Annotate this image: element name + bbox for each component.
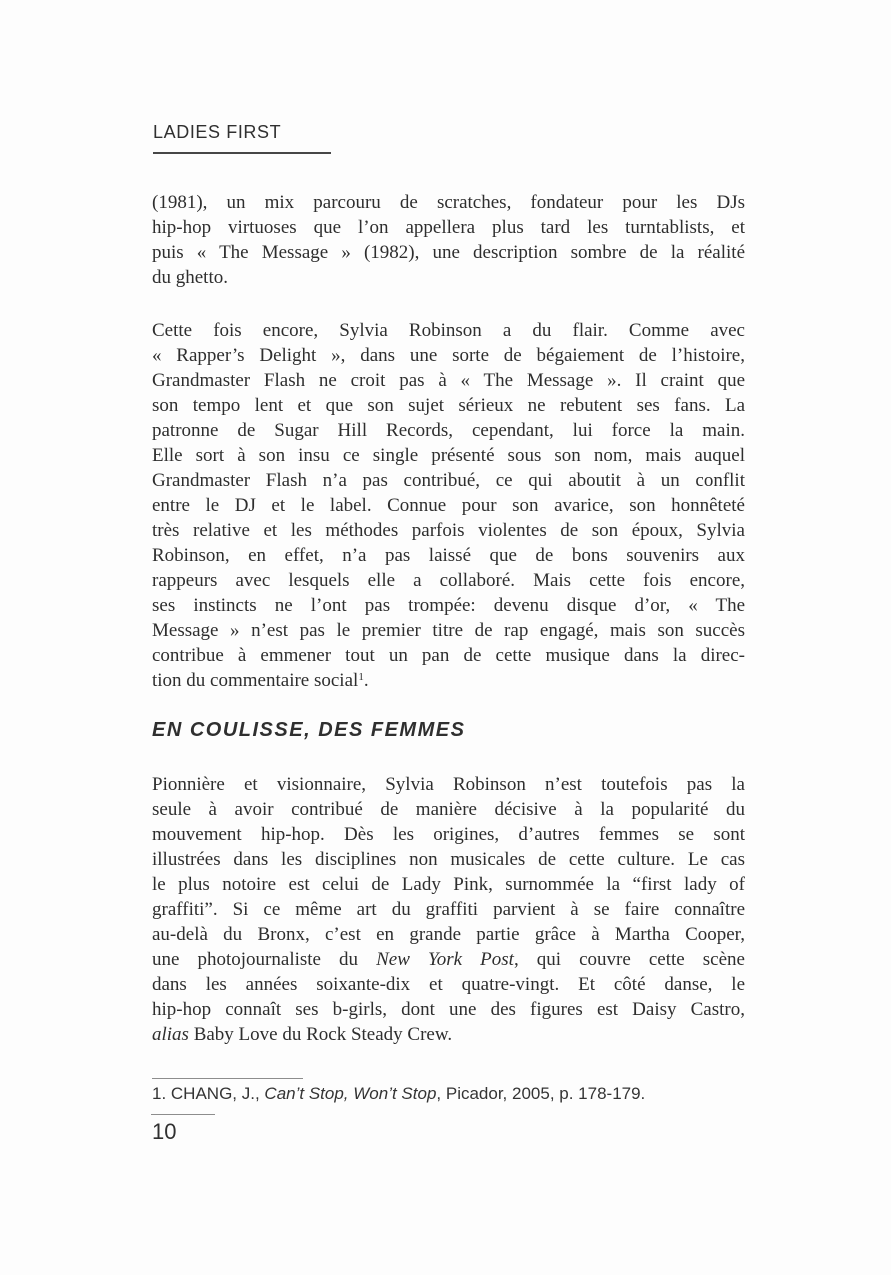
text-line [152, 947, 745, 972]
text-line: Robinson, en effet, n’a pas laissé que de bons souvenirs aux [152, 545, 745, 566]
text-line: Pionnière et visionnaire, Sylvia Robinson n’est toutefois pas la [152, 774, 745, 795]
text-line: Message » n’est pas le premier titre de rap engagé, mais son succès [152, 620, 745, 641]
text-line: Grandmaster Flash ne croit pas à « The Message ». Il craint que [152, 370, 745, 391]
text-line [152, 1022, 745, 1047]
paragraph-sylvia-robinson [152, 318, 745, 693]
header-rule [153, 152, 331, 154]
paragraph-intro [152, 190, 745, 290]
text-line: hip-hop virtuoses que l’on appellera plus tard les turntablists, et [152, 217, 745, 238]
text-run: une photojournaliste du [152, 949, 377, 970]
text-line: très relative et les méthodes parfois violentes de son époux, Sylvia [152, 520, 745, 541]
text-line: puis « The Message » (1982), une description sombre de la réalité [152, 242, 745, 263]
text-line: graffiti”. Si ce même art du graffiti parvient à se faire connaître [152, 899, 745, 920]
text-run: , Picador, 2005, p. 178-179. [436, 1084, 646, 1103]
footnote-rule [152, 1078, 303, 1079]
text-line: rappeurs avec lesquels elle a collaboré. Mais cette fois encore, [152, 570, 745, 591]
text-line: du ghetto. [152, 267, 228, 288]
italic-text: New York Post [376, 949, 514, 970]
text-line: patronne de Sugar Hill Records, cependant, lui force la main. [152, 420, 745, 441]
italic-text: alias [152, 1024, 189, 1045]
text-line: Elle sort à son insu ce single présenté sous son nom, mais auquel [152, 445, 745, 466]
text-line: Cette fois encore, Sylvia Robinson a du flair. Comme avec [152, 320, 745, 341]
section-heading: EN COULISSE, DES FEMMES [152, 719, 466, 741]
text-run: , qui couvre cette scène [513, 949, 745, 970]
footnote-reference: 1 [358, 671, 364, 683]
text-line: ses instincts ne l’ont pas trompée: devenu disque d’or, « The [152, 595, 745, 616]
page-number-rule [151, 1114, 215, 1115]
text-line: seule à avoir contribué de manière décisive à la popularité du [152, 799, 745, 820]
text-run: Baby Love du Rock Steady Crew. [188, 1024, 453, 1045]
italic-text: Can’t Stop, Won’t Stop [264, 1084, 437, 1103]
text-line: (1981), un mix parcouru de scratches, fondateur pour les DJs [152, 192, 745, 213]
text-line: Grandmaster Flash n’a pas contribué, ce qui aboutit à un conflit [152, 470, 745, 491]
text-line: illustrées dans les disciplines non musicales de cette culture. Le cas [152, 849, 745, 870]
text-line: au-delà du Bronx, c’est en grande partie grâce à Martha Cooper, [152, 924, 745, 945]
text-line: « Rapper’s Delight », dans une sorte de bégaiement de l’histoire, [152, 345, 745, 366]
text-line [152, 668, 745, 693]
text-line: le plus notoire est celui de Lady Pink, surnommée la “first lady of [152, 874, 745, 895]
page-number: 10 [152, 1119, 177, 1144]
text-line: contribue à emmener tout un pan de cette musique dans la direc- [152, 645, 745, 666]
text-run: . [363, 670, 369, 691]
text-line: mouvement hip-hop. Dès les origines, d’autres femmes se sont [152, 824, 745, 845]
text-line: hip-hop connaît ses b-girls, dont une des figures est Daisy Castro, [152, 999, 745, 1020]
running-header: LADIES FIRST [153, 122, 282, 142]
text-run: tion du commentaire social [152, 670, 359, 691]
text-line: son tempo lent et que son sujet sérieux ne rebutent ses fans. La [152, 395, 745, 416]
text-run: 1. CHANG, J., [152, 1084, 265, 1103]
text-line: entre le DJ et le label. Connue pour son avarice, son honnêteté [152, 495, 745, 516]
paragraph-en-coulisse [152, 772, 745, 1047]
text-line: dans les années soixante-dix et quatre-vingt. Et côté danse, le [152, 974, 745, 995]
footnote [152, 1084, 772, 1104]
